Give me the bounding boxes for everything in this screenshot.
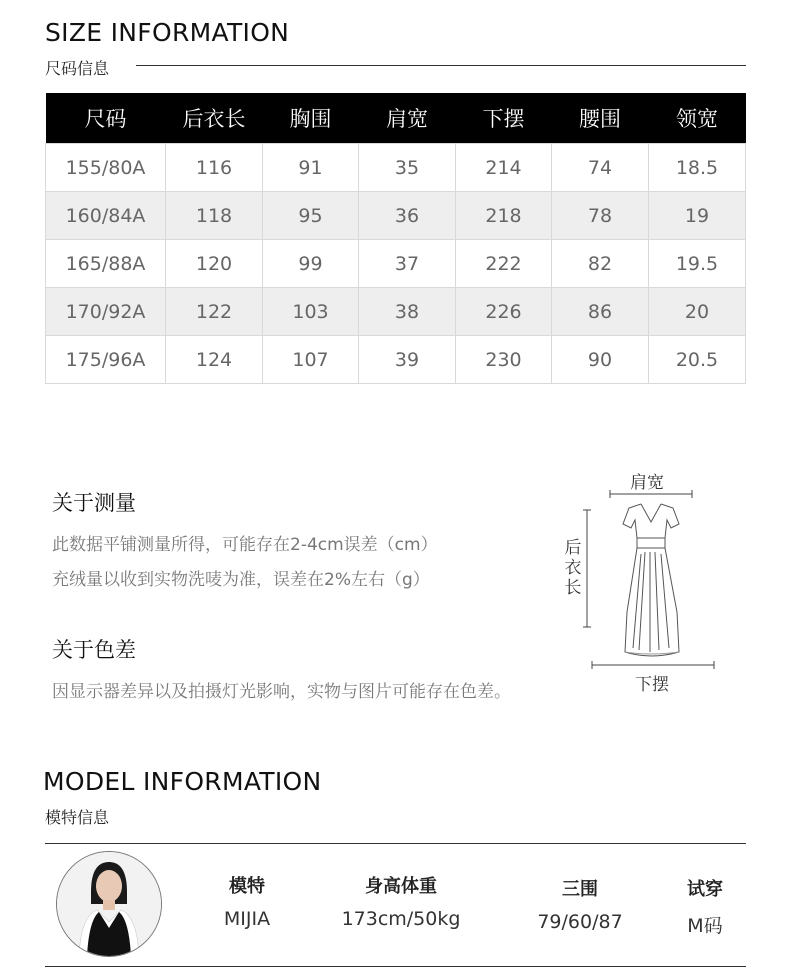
model-bottom-divider — [45, 966, 746, 967]
length-label: 后 衣 长 — [564, 538, 582, 598]
table-cell: 165/88A — [46, 240, 166, 288]
table-cell: 175/96A — [46, 336, 166, 384]
table-cell: 74 — [552, 144, 649, 192]
table-cell: 218 — [456, 192, 552, 240]
size-table — [45, 93, 746, 384]
table-cell: 20 — [649, 288, 746, 336]
table-cell: 20.5 — [649, 336, 746, 384]
color-diff-text: 因显示器差异以及拍摄灯光影响，实物与图片可能存在色差。 — [52, 682, 511, 702]
avatar — [56, 851, 162, 957]
header-size: 尺码 — [46, 93, 166, 144]
measurements-value: 79/60/87 — [537, 911, 623, 933]
table-cell: 99 — [263, 240, 359, 288]
header-neck-width: 领宽 — [649, 93, 746, 144]
header-hem: 下摆 — [456, 93, 552, 144]
table-cell: 155/80A — [46, 144, 166, 192]
table-cell: 214 — [456, 144, 552, 192]
dress-diagram — [555, 462, 735, 702]
size-section-title: SIZE INFORMATION — [45, 18, 290, 47]
fit-size-value: M码 — [687, 915, 723, 937]
shoulder-label: 肩宽 — [630, 473, 664, 493]
hem-label: 下摆 — [635, 675, 669, 695]
model-portrait-icon — [57, 852, 161, 956]
table-row — [46, 240, 746, 288]
table-cell: 226 — [456, 288, 552, 336]
table-cell: 120 — [166, 240, 263, 288]
table-row — [46, 288, 746, 336]
header-back-length: 后衣长 — [166, 93, 263, 144]
table-cell: 107 — [263, 336, 359, 384]
measurement-title: 关于测量 — [52, 491, 136, 515]
table-cell: 36 — [359, 192, 456, 240]
table-cell: 90 — [552, 336, 649, 384]
fit-size-header: 试穿 — [687, 879, 723, 900]
table-cell: 160/84A — [46, 192, 166, 240]
measurements-header: 三围 — [562, 879, 598, 900]
header-bust: 胸围 — [263, 93, 359, 144]
table-cell: 35 — [359, 144, 456, 192]
height-weight-value: 173cm/50kg — [341, 908, 461, 930]
table-cell: 230 — [456, 336, 552, 384]
size-section-divider — [136, 65, 746, 66]
table-cell: 95 — [263, 192, 359, 240]
table-cell: 19 — [649, 192, 746, 240]
table-cell: 170/92A — [46, 288, 166, 336]
table-cell: 19.5 — [649, 240, 746, 288]
table-cell: 222 — [456, 240, 552, 288]
table-row — [46, 144, 746, 192]
table-cell: 118 — [166, 192, 263, 240]
size-table-header-row — [46, 93, 746, 144]
table-cell: 78 — [552, 192, 649, 240]
model-name-header: 模特 — [229, 876, 265, 897]
table-cell: 18.5 — [649, 144, 746, 192]
table-row — [46, 192, 746, 240]
table-cell: 38 — [359, 288, 456, 336]
model-name-value: MIJIA — [223, 908, 271, 930]
table-cell: 122 — [166, 288, 263, 336]
table-cell: 82 — [552, 240, 649, 288]
table-cell: 86 — [552, 288, 649, 336]
table-cell: 103 — [263, 288, 359, 336]
size-section-subtitle: 尺码信息 — [45, 59, 110, 78]
table-cell: 37 — [359, 240, 456, 288]
table-cell: 39 — [359, 336, 456, 384]
height-weight-header: 身高体重 — [365, 876, 437, 897]
header-shoulder: 肩宽 — [359, 93, 456, 144]
table-cell: 91 — [263, 144, 359, 192]
model-top-divider — [45, 843, 746, 844]
model-section-title: MODEL INFORMATION — [43, 767, 322, 796]
measurement-line-1: 此数据平铺测量所得，可能存在2-4cm误差（cm） — [52, 535, 438, 555]
table-cell: 124 — [166, 336, 263, 384]
table-cell: 116 — [166, 144, 263, 192]
header-waist: 腰围 — [552, 93, 649, 144]
model-section-subtitle: 模特信息 — [45, 808, 110, 827]
table-row — [46, 336, 746, 384]
dress-sketch-icon — [555, 462, 735, 702]
measurement-line-2: 充绒量以收到实物洗唛为准，误差在2%左右（g） — [52, 570, 430, 590]
color-diff-title: 关于色差 — [52, 638, 136, 662]
